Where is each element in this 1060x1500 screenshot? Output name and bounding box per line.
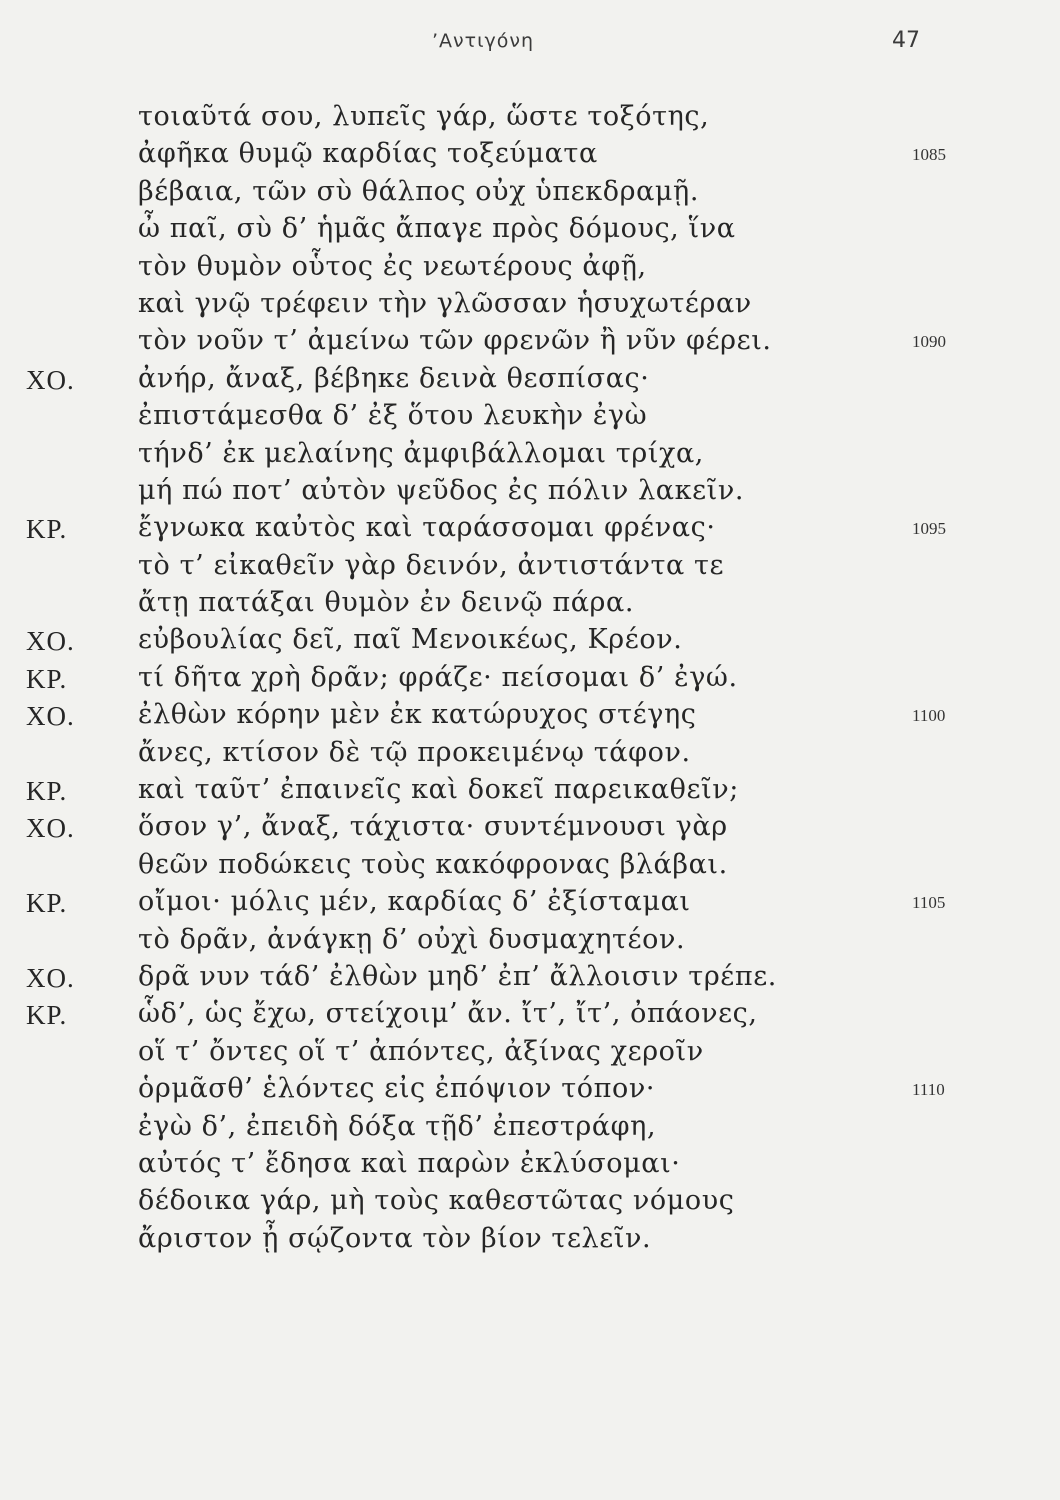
- verse-line: [0, 100, 1060, 137]
- line-number: 1105: [912, 893, 946, 913]
- verse-text: ἐγὼ δ’, ἐπειδὴ δόξα τῇδ’ ἐπεστράφη,: [138, 1110, 657, 1142]
- verse-line: [0, 1035, 1060, 1072]
- line-number: 1085: [912, 145, 946, 165]
- speaker-label: ΚΡ.: [26, 1000, 68, 1031]
- verse-line: [0, 511, 1060, 548]
- verse-line: [0, 1072, 1060, 1109]
- speaker-label: ΚΡ.: [26, 776, 68, 807]
- verse-text: θεῶν ποδώκεις τοὺς κακόφρονας βλάβαι.: [138, 848, 728, 880]
- speaker-label: ΚΡ.: [26, 663, 68, 694]
- verse-line: [0, 137, 1060, 174]
- verse-text: ὅσον γ’, ἄναξ, τάχιστα· συντέμνουσι γὰρ: [138, 811, 728, 843]
- verse-line: [0, 250, 1060, 287]
- verse-line: [0, 324, 1060, 361]
- verse-text: οἵ τ’ ὄντες οἵ τ’ ἀπόντες, ἀξίνας χεροῖν: [138, 1035, 704, 1067]
- verse-text: αὐτός τ’ ἔδησα καὶ παρὼν ἐκλύσομαι·: [138, 1147, 681, 1179]
- verse-line: [0, 399, 1060, 436]
- verse-text: τὸν θυμὸν οὗτος ἐς νεωτέρους ἀφῇ,: [138, 250, 647, 282]
- page-number: 47: [892, 28, 920, 53]
- verse-text: ἔγνωκα καὐτὸς καὶ ταράσσομαι φρένας·: [138, 512, 716, 544]
- verse-text: ἄριστον ᾖ σῴζοντα τὸν βίον τελεῖν.: [138, 1222, 652, 1254]
- verse-line: [0, 736, 1060, 773]
- verse-text: ἐλθὼν κόρην μὲν ἐκ κατώρυχος στέγης: [138, 699, 697, 731]
- verse-text: τοιαῦτά σου, λυπεῖς γάρ, ὥστε τοξότης,: [138, 101, 710, 132]
- speaker-label: ΧΟ.: [26, 364, 75, 395]
- verse-text-block: [0, 100, 1060, 1259]
- verse-line: [0, 1184, 1060, 1221]
- verse-text: ὧδ’, ὡς ἔχω, στείχοιμ’ ἄν. ἴτ’, ἴτ’, ὀπάονες,: [138, 998, 758, 1030]
- verse-text: τὸν νοῦν τ’ ἀμείνω τῶν φρενῶν ἢ νῦν φέρει.: [138, 325, 772, 357]
- verse-line: [0, 474, 1060, 511]
- verse-line: [0, 623, 1060, 660]
- verse-line: [0, 997, 1060, 1034]
- verse-text: ἀνήρ, ἄναξ, βέβηκε δεινὰ θεσπίσας·: [138, 362, 650, 394]
- verse-text: ἀφῆκα θυμῷ καρδίας τοξεύματα: [138, 138, 598, 170]
- verse-text: καὶ ταῦτ’ ἐπαινεῖς καὶ δοκεῖ παρεικαθεῖν;: [138, 774, 739, 806]
- speaker-label: ΧΟ.: [26, 962, 75, 993]
- verse-line: [0, 175, 1060, 212]
- verse-line: [0, 1222, 1060, 1259]
- verse-text: ὁρμᾶσθ’ ἑλόντες εἰς ἐπόψιον τόπον·: [138, 1073, 656, 1105]
- verse-line: [0, 848, 1060, 885]
- verse-line: [0, 661, 1060, 698]
- running-title: ’Αντιγόνη: [432, 30, 535, 52]
- verse-line: [0, 362, 1060, 399]
- verse-line: [0, 1147, 1060, 1184]
- verse-line: [0, 549, 1060, 586]
- verse-text: βέβαια, τῶν σὺ θάλπος οὐχ ὑπεκδραμῇ.: [138, 175, 700, 207]
- page-header: [0, 0, 1060, 80]
- verse-text: δρᾶ νυν τάδ’ ἐλθὼν μηδ’ ἐπ’ ἄλλοισιν τρέπε.: [138, 960, 777, 992]
- verse-text: καὶ γνῷ τρέφειν τὴν γλῶσσαν ἡσυχωτέραν: [138, 287, 752, 319]
- verse-line: [0, 923, 1060, 960]
- verse-text: ἄτῃ πατάξαι θυμὸν ἐν δεινῷ πάρα.: [138, 587, 635, 619]
- verse-text: μή πώ ποτ’ αὐτὸν ψεῦδος ἐς πόλιν λακεῖν.: [138, 474, 745, 506]
- verse-text: τήνδ’ ἐκ μελαίνης ἀμφιβάλλομαι τρίχα,: [138, 437, 704, 469]
- verse-text: τὸ τ’ εἰκαθεῖν γὰρ δεινόν, ἀντιστάντα τε: [138, 549, 725, 581]
- verse-text: ἐπιστάμεσθα δ’ ἐξ ὅτου λευκὴν ἐγὼ: [138, 400, 648, 432]
- speaker-label: ΧΟ.: [26, 701, 75, 732]
- verse-text: δέδοικα γάρ, μὴ τοὺς καθεστῶτας νόμους: [138, 1185, 735, 1217]
- line-number: 1095: [912, 519, 946, 539]
- speaker-label: ΚΡ.: [26, 888, 68, 919]
- verse-line: [0, 287, 1060, 324]
- speaker-label: ΚΡ.: [26, 514, 68, 545]
- verse-line: [0, 810, 1060, 847]
- verse-line: [0, 1110, 1060, 1147]
- verse-text: οἴμοι· μόλις μέν, καρδίας δ’ ἐξίσταμαι: [138, 886, 691, 918]
- verse-line: [0, 773, 1060, 810]
- verse-text: εὐβουλίας δεῖ, παῖ Μενοικέως, Κρέον.: [138, 624, 683, 656]
- verse-text: τὸ δρᾶν, ἀνάγκῃ δ’ οὐχὶ δυσμαχητέον.: [138, 923, 686, 955]
- verse-line: [0, 437, 1060, 474]
- verse-text: ἄνες, κτίσον δὲ τῷ προκειμένῳ τάφον.: [138, 736, 691, 768]
- verse-line: [0, 212, 1060, 249]
- speaker-label: ΧΟ.: [26, 626, 75, 657]
- speaker-label: ΧΟ.: [26, 813, 75, 844]
- verse-line: [0, 885, 1060, 922]
- verse-line: [0, 960, 1060, 997]
- line-number: 1110: [912, 1080, 945, 1100]
- verse-text: ὦ παῖ, σὺ δ’ ἡμᾶς ἄπαγε πρὸς δόμους, ἵνα: [138, 213, 736, 245]
- line-number: 1100: [912, 706, 946, 726]
- verse-line: [0, 698, 1060, 735]
- line-number: 1090: [912, 332, 946, 352]
- verse-text: τί δῆτα χρὴ δρᾶν; φράζε· πείσομαι δ’ ἐγώ.: [138, 661, 738, 693]
- verse-line: [0, 586, 1060, 623]
